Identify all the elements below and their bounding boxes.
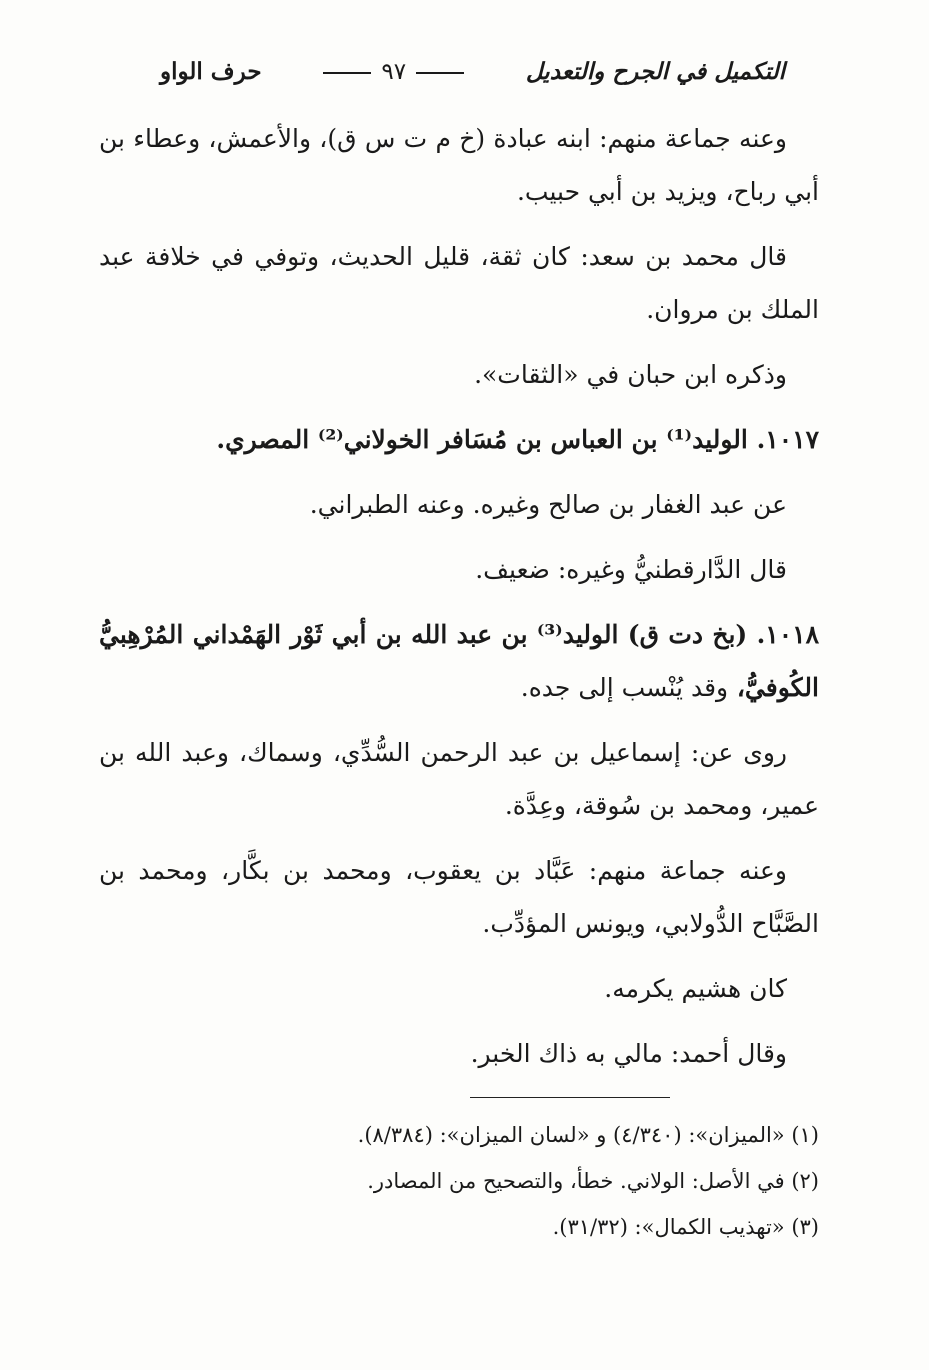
page-number: ٩٧ <box>381 58 407 85</box>
paragraph: قال الدَّارقطنيُّ وغيره: ضعيف. <box>475 555 787 584</box>
footnote: (٢) في الأصل: الولاني. خطأ، والتصحيح من المصادر. <box>367 1169 819 1193</box>
paragraph: عن عبد الغفار بن صالح وغيره. وعنه الطبراني. <box>309 490 787 519</box>
footnote: (٣) «تهذيب الكمال»: (٣١/٣٢). <box>552 1215 819 1239</box>
entry-heading-continuation: وقد يُنْسب إلى جده. <box>520 673 729 702</box>
entry-heading-1018 <box>99 608 819 714</box>
paragraph: كان هشيم يكرمه. <box>604 974 787 1003</box>
main-text <box>99 112 819 1092</box>
paragraph: وعنه جماعة منهم: ابنه عبادة (خ م ت س ق)، والأعمش، وعطاء بن أبي رباح، ويزيد بن أبي حبيب. <box>99 124 819 206</box>
entry-heading-text: ١٠١٨. (بخ دت ق) الوليد⁽³⁾ بن عبد الله بن أبي ثَوْر الهَمْداني المُرْهِبيُّ الكُوفيُّ، <box>99 620 819 702</box>
footnote-separator <box>470 1097 670 1098</box>
paragraph: وعنه جماعة منهم: عَبَّاد بن يعقوب، ومحمد بن بكَّار، ومحمد بن الصَّبَّاح الدُّولابي، ويونس المؤدِّب. <box>99 856 819 938</box>
entry-heading-1017: ١٠١٧. الوليد⁽¹⁾ بن العباس بن مُسَافر الخولاني⁽²⁾ المصري. <box>216 425 819 454</box>
paragraph: وقال أحمد: مالي به ذاك الخبر. <box>470 1039 787 1068</box>
paragraph: وذكره ابن حبان في «الثقات». <box>474 360 787 389</box>
footnotes <box>99 1112 819 1250</box>
paragraph: قال محمد بن سعد: كان ثقة، قليل الحديث، وتوفي في خلافة عبد الملك بن مروان. <box>99 242 819 324</box>
header-dash <box>323 72 371 74</box>
chapter-title: حرف الواو <box>160 57 262 85</box>
paragraph: روى عن: إسماعيل بن عبد الرحمن السُّدِّي، وسماك، وعبد الله بن عمير، ومحمد بن سُوقة، وعِدَّة. <box>99 738 819 820</box>
header-dash <box>416 72 464 74</box>
book-title: التكميل في الجرح والتعديل <box>525 57 785 85</box>
footnote: (١) «الميزان»: (٤/٣٤٠) و «لسان الميزان»: (٨/٣٨٤). <box>357 1123 819 1147</box>
running-header <box>160 50 785 92</box>
